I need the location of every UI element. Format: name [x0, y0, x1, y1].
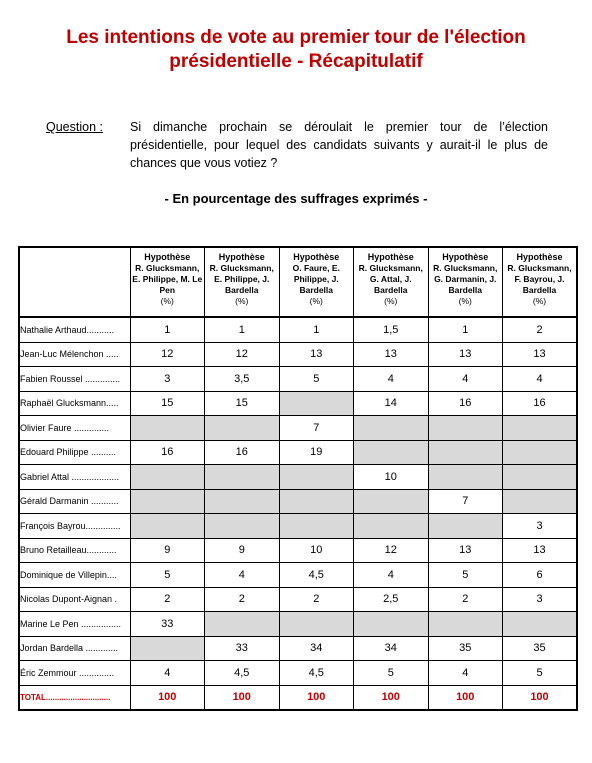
empty-cell	[503, 440, 578, 465]
column-header-hypothesis	[503, 247, 578, 317]
column-header-hyp: Hypothèse	[442, 252, 489, 262]
value-cell: 7	[279, 416, 354, 441]
candidate-name: Marine Le Pen ................	[19, 612, 130, 637]
empty-cell	[503, 489, 578, 514]
empty-cell	[503, 612, 578, 637]
total-row	[19, 685, 577, 710]
value-cell: 35	[503, 636, 578, 661]
candidate-row	[19, 636, 577, 661]
column-header-cands: R. Glucksmann, F. Bayrou, J. Bardella	[507, 263, 572, 295]
value-cell: 10	[354, 465, 429, 490]
candidate-row	[19, 465, 577, 490]
empty-cell	[354, 416, 429, 441]
value-cell: 2	[503, 317, 578, 342]
column-header-hyp: Hypothèse	[367, 252, 414, 262]
question-text: Si dimanche prochain se déroulait le premier tour de l’élection présidentielle, pour lequel des candidats suivants y aurait-il le plus de chances que vous votiez ?	[130, 120, 548, 170]
candidate-name: Fabien Roussel ..............	[19, 367, 130, 392]
value-cell: 4,5	[205, 661, 280, 686]
column-header-unit: (%)	[458, 296, 472, 306]
candidate-row	[19, 342, 577, 367]
column-header-cands: R. Glucksmann, G. Darmanin, J. Bardella	[433, 263, 498, 295]
value-cell: 15	[205, 391, 280, 416]
column-header-hyp: Hypothèse	[293, 252, 340, 262]
candidate-row	[19, 416, 577, 441]
empty-cell	[130, 489, 205, 514]
empty-cell	[354, 440, 429, 465]
column-header-hypothesis	[354, 247, 429, 317]
value-cell: 3	[503, 587, 578, 612]
value-cell: 3	[503, 514, 578, 539]
empty-cell	[503, 465, 578, 490]
value-cell: 3,5	[205, 367, 280, 392]
value-cell: 5	[130, 563, 205, 588]
value-cell: 1	[130, 317, 205, 342]
value-cell: 15	[130, 391, 205, 416]
empty-cell	[205, 612, 280, 637]
candidate-name: Gabriel Attal ...................	[19, 465, 130, 490]
column-header-unit: (%)	[160, 296, 174, 306]
column-header-hypothesis	[428, 247, 503, 317]
value-cell: 2	[205, 587, 280, 612]
value-cell: 100	[503, 685, 578, 710]
value-cell: 100	[130, 685, 205, 710]
candidate-name: Olivier Faure ..............	[19, 416, 130, 441]
candidate-name: Gérald Darmanin ...........	[19, 489, 130, 514]
candidate-row	[19, 538, 577, 563]
column-header-unit: (%)	[309, 296, 323, 306]
value-cell: 34	[279, 636, 354, 661]
empty-cell	[279, 514, 354, 539]
empty-cell	[205, 416, 280, 441]
value-cell: 10	[279, 538, 354, 563]
column-header-cands: R. Glucksmann, E. Philippe, M. Le Pen	[132, 263, 203, 295]
empty-cell	[130, 514, 205, 539]
empty-cell	[130, 636, 205, 661]
column-header-hypothesis	[205, 247, 280, 317]
empty-cell	[279, 612, 354, 637]
empty-cell	[205, 465, 280, 490]
value-cell: 2,5	[354, 587, 429, 612]
value-cell: 4	[354, 367, 429, 392]
table-body	[19, 317, 577, 710]
candidate-name: Bruno Retailleau............	[19, 538, 130, 563]
value-cell: 100	[205, 685, 280, 710]
value-cell: 5	[279, 367, 354, 392]
candidate-row	[19, 317, 577, 342]
value-cell: 12	[205, 342, 280, 367]
candidate-row	[19, 563, 577, 588]
value-cell: 4	[503, 367, 578, 392]
column-header-hypothesis	[130, 247, 205, 317]
empty-cell	[354, 514, 429, 539]
column-header-cands: R. Glucksmann, G. Attal, J. Bardella	[358, 263, 423, 295]
column-header-unit: (%)	[532, 296, 547, 306]
column-header-cands: R. Glucksmann, E. Philippe, J. Bardella	[209, 263, 274, 295]
empty-cell	[130, 465, 205, 490]
candidate-name: Dominique de Villepin....	[19, 563, 130, 588]
empty-cell	[428, 514, 503, 539]
value-cell: 4	[354, 563, 429, 588]
empty-cell	[428, 440, 503, 465]
candidate-name: Nicolas Dupont-Aignan .	[19, 587, 130, 612]
empty-cell	[279, 391, 354, 416]
column-header-hyp: Hypothèse	[218, 252, 265, 262]
column-header-hyp: Hypothèse	[516, 252, 563, 262]
value-cell: 1	[428, 317, 503, 342]
empty-cell	[354, 612, 429, 637]
empty-cell	[428, 465, 503, 490]
empty-cell	[428, 612, 503, 637]
value-cell: 4	[428, 661, 503, 686]
header-corner	[19, 247, 130, 317]
value-cell: 33	[130, 612, 205, 637]
candidate-name: Jordan Bardella .............	[19, 636, 130, 661]
candidate-row	[19, 367, 577, 392]
value-cell: 6	[503, 563, 578, 588]
empty-cell	[428, 416, 503, 441]
value-cell: 5	[428, 563, 503, 588]
column-header-unit: (%)	[235, 296, 249, 306]
value-cell: 14	[354, 391, 429, 416]
column-header-hypothesis	[279, 247, 354, 317]
candidate-row	[19, 661, 577, 686]
results-table	[18, 246, 578, 711]
value-cell: 4,5	[279, 563, 354, 588]
value-cell: 7	[428, 489, 503, 514]
empty-cell	[130, 416, 205, 441]
value-cell: 12	[130, 342, 205, 367]
value-cell: 13	[428, 538, 503, 563]
value-cell: 12	[354, 538, 429, 563]
title-line-2: présidentielle - Récapitulatif	[169, 51, 423, 72]
value-cell: 16	[503, 391, 578, 416]
value-cell: 100	[354, 685, 429, 710]
candidate-row	[19, 489, 577, 514]
value-cell: 100	[279, 685, 354, 710]
empty-cell	[279, 465, 354, 490]
value-cell: 13	[503, 538, 578, 563]
value-cell: 34	[354, 636, 429, 661]
value-cell: 4	[130, 661, 205, 686]
value-cell: 1	[205, 317, 280, 342]
value-cell: 2	[279, 587, 354, 612]
question-label: Question :	[46, 120, 103, 134]
table-subtitle: - En pourcentage des suffrages exprimés -	[164, 191, 428, 206]
candidate-name: Nathalie Arthaud...........	[19, 317, 130, 342]
column-header-cands: O. Faure, E. Philippe, J. Bardella	[292, 263, 340, 295]
document-title	[0, 26, 592, 74]
candidate-row	[19, 514, 577, 539]
value-cell: 100	[428, 685, 503, 710]
value-cell: 33	[205, 636, 280, 661]
value-cell: 9	[205, 538, 280, 563]
empty-cell	[205, 514, 280, 539]
column-header-hyp: Hypothèse	[144, 252, 191, 262]
value-cell: 16	[130, 440, 205, 465]
value-cell: 16	[428, 391, 503, 416]
value-cell: 13	[503, 342, 578, 367]
total-label: TOTAL.............................	[19, 685, 130, 710]
value-cell: 13	[354, 342, 429, 367]
candidate-name: François Bayrou..............	[19, 514, 130, 539]
value-cell: 4,5	[279, 661, 354, 686]
value-cell: 4	[205, 563, 280, 588]
value-cell: 9	[130, 538, 205, 563]
candidate-row	[19, 391, 577, 416]
value-cell: 19	[279, 440, 354, 465]
value-cell: 1,5	[354, 317, 429, 342]
candidate-row	[19, 587, 577, 612]
value-cell: 2	[428, 587, 503, 612]
title-line-1: Les intentions de vote au premier tour de l'élection	[66, 27, 526, 48]
candidate-row	[19, 440, 577, 465]
candidate-name: Éric Zemmour ..............	[19, 661, 130, 686]
value-cell: 16	[205, 440, 280, 465]
empty-cell	[205, 489, 280, 514]
value-cell: 1	[279, 317, 354, 342]
candidate-name: Raphaël Glucksmann.....	[19, 391, 130, 416]
candidate-name: Edouard Philippe ..........	[19, 440, 130, 465]
candidate-name: Jean-Luc Mélenchon .....	[19, 342, 130, 367]
candidate-row	[19, 612, 577, 637]
value-cell: 3	[130, 367, 205, 392]
column-header-unit: (%)	[384, 296, 398, 306]
empty-cell	[279, 489, 354, 514]
value-cell: 35	[428, 636, 503, 661]
empty-cell	[354, 489, 429, 514]
value-cell: 2	[130, 587, 205, 612]
value-cell: 5	[354, 661, 429, 686]
value-cell: 13	[279, 342, 354, 367]
header-row	[19, 247, 577, 317]
empty-cell	[503, 416, 578, 441]
value-cell: 13	[428, 342, 503, 367]
value-cell: 4	[428, 367, 503, 392]
value-cell: 5	[503, 661, 578, 686]
